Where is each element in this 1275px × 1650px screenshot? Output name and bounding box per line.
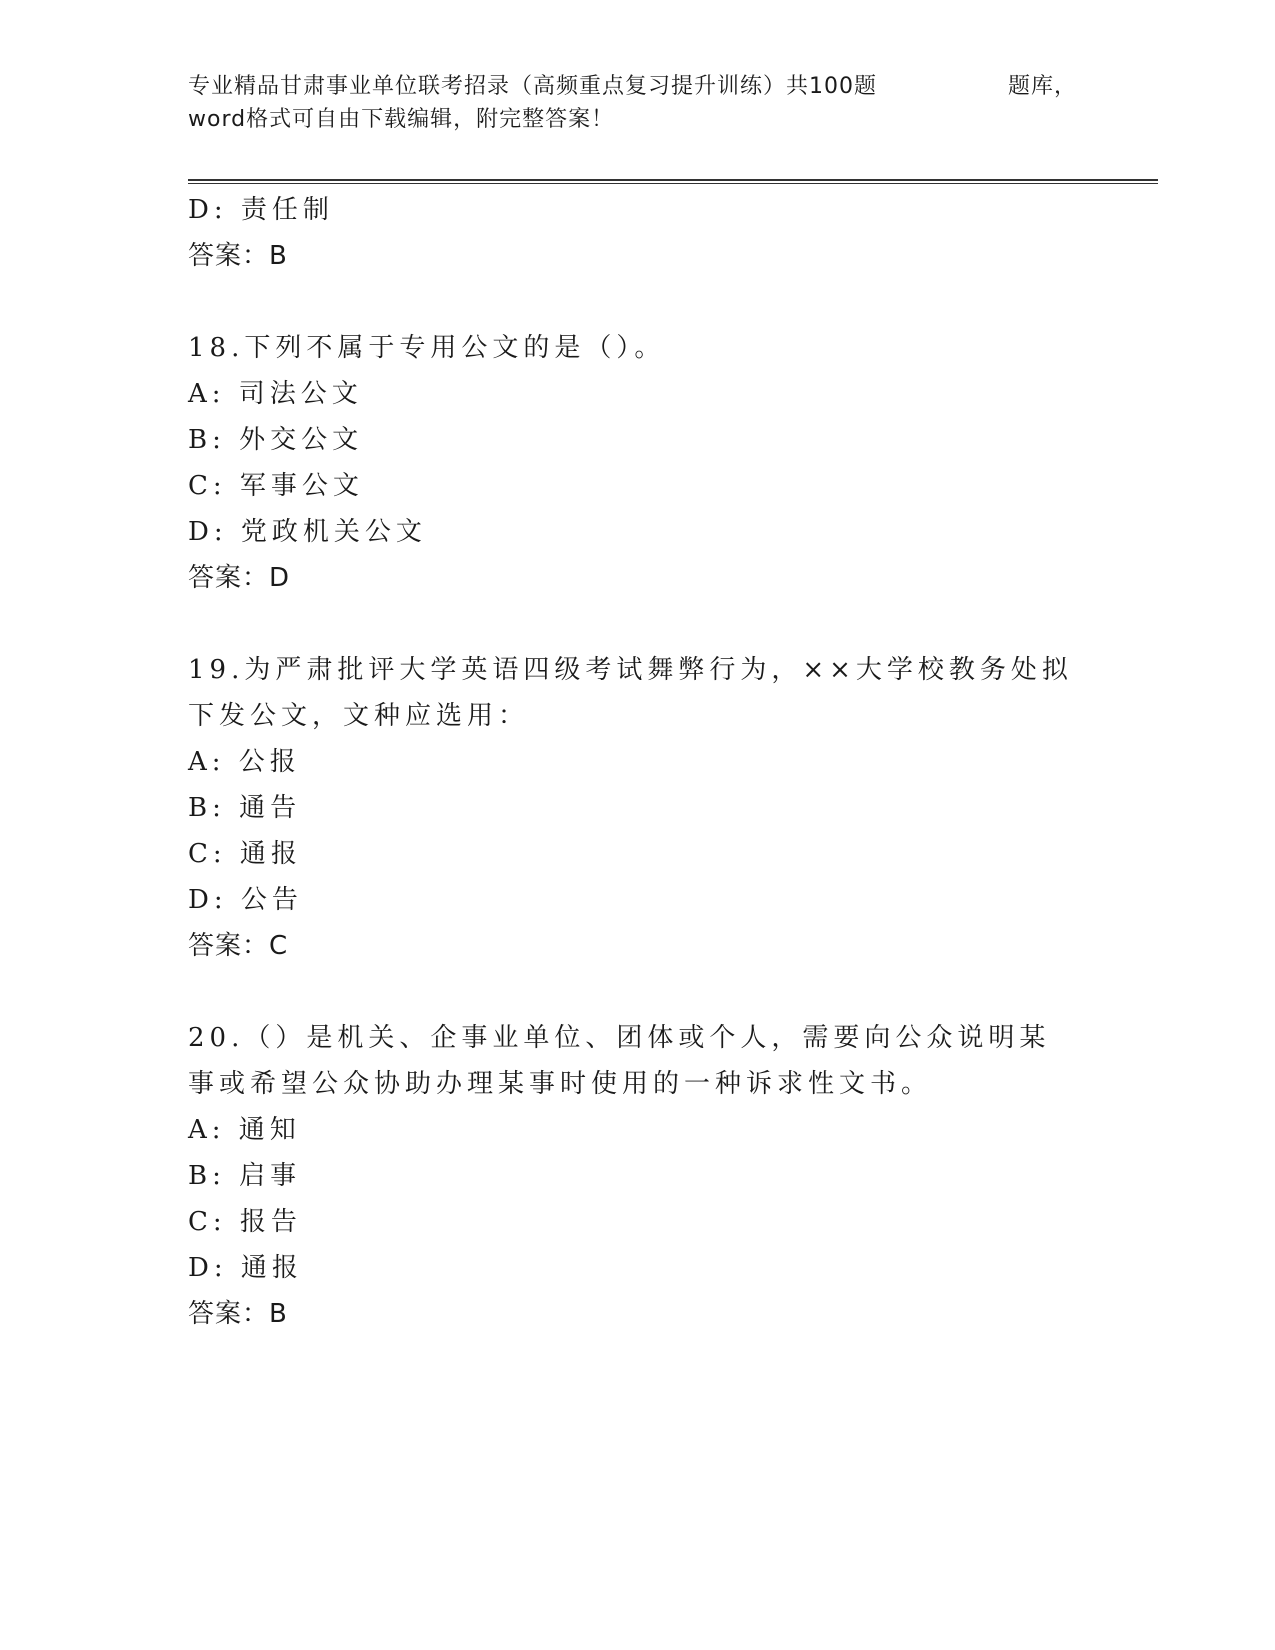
option-d: D: 公告 xyxy=(188,885,303,915)
option-a: A: 通知 xyxy=(188,1115,301,1145)
header-line-2: word格式可自由下载编辑，附完整答案！ xyxy=(188,107,615,132)
option-b: B: 外交公文 xyxy=(188,425,364,455)
option-d: D: 通报 xyxy=(188,1253,303,1283)
prev-option-d: D: 责任制 xyxy=(188,195,334,225)
header-line-1 xyxy=(188,70,1088,103)
option-b: B: 通告 xyxy=(188,793,302,823)
answer: 答案：B xyxy=(188,1299,288,1329)
option-a: A: 公报 xyxy=(188,747,301,777)
page-header xyxy=(188,70,1088,136)
question-text: 18.下列不属于专用公文的是（）。 xyxy=(188,333,666,363)
option-b: B: 启事 xyxy=(188,1161,302,1191)
option-c: C: 通报 xyxy=(188,839,302,869)
header-title: 专业精品甘肃事业单位联考招录（高频重点复习提升训练）共100题 xyxy=(188,74,877,99)
option-c: C: 报告 xyxy=(188,1207,302,1237)
document-body xyxy=(188,187,1088,1337)
question-text: 19.为严肃批评大学英语四级考试舞弊行为，××大学校教务处拟下发公文，文种应选用： xyxy=(188,655,1073,731)
answer: 答案：C xyxy=(188,931,289,961)
header-divider xyxy=(188,179,1158,184)
prev-answer: 答案：B xyxy=(188,241,288,271)
question-20 xyxy=(188,1015,1088,1337)
option-c: C: 军事公文 xyxy=(188,471,364,501)
question-18 xyxy=(188,325,1088,601)
option-d: D: 党政机关公文 xyxy=(188,517,427,547)
header-title-tail: 题库， xyxy=(1008,74,1078,99)
question-text: 20.（）是机关、企事业单位、团体或个人，需要向公众说明某事或希望公众协助办理某事时使用的一种诉求性文书。 xyxy=(188,1023,1051,1099)
question-19 xyxy=(188,647,1088,969)
answer: 答案：D xyxy=(188,563,291,593)
option-a: A: 司法公文 xyxy=(188,379,363,409)
